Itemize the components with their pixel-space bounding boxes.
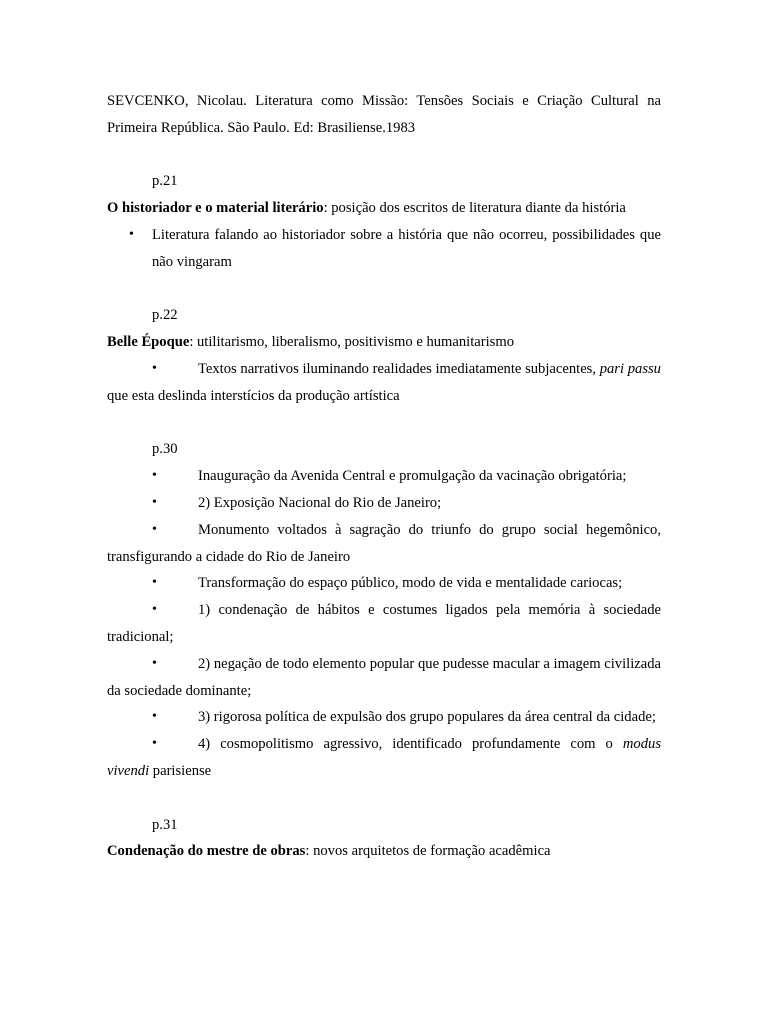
list-item xyxy=(107,517,661,571)
section-heading-mestre-de-obras xyxy=(107,838,661,865)
bullet-icon: • xyxy=(152,360,157,376)
list-item-text: que esta deslinda interstícios da produção artística xyxy=(107,387,400,404)
list-item xyxy=(107,597,661,651)
list-item-text: Literatura falando ao historiador sobre a história que não ocorreu, possibilidades que não vingaram xyxy=(152,226,661,270)
page-reference-22: p.22 xyxy=(152,307,178,324)
spacer xyxy=(107,785,661,812)
list-item xyxy=(107,651,661,705)
bullet-icon: • xyxy=(152,709,157,725)
bullet-icon: • xyxy=(129,226,134,242)
italic-latin-phrase: modus vivendi xyxy=(107,736,661,779)
bullet-icon: • xyxy=(152,468,157,484)
heading-bold-text: Belle Époque xyxy=(107,334,190,351)
heading-rest-text: : utilitarismo, liberalismo, positivismo e humanitarismo xyxy=(189,334,514,351)
list-item-text: 1) condenação de hábitos e costumes ligados pela memória à sociedade tradicional; xyxy=(107,602,661,645)
list-item-text: 4) cosmopolitismo agressivo, identificado profundamente com o xyxy=(198,736,623,753)
page-reference-21: p.21 xyxy=(152,173,178,190)
italic-latin-phrase: pari passu xyxy=(599,360,661,377)
page-reference-31: p.31 xyxy=(152,816,178,833)
spacer xyxy=(107,410,661,437)
list-item xyxy=(107,704,661,731)
bullet-icon: • xyxy=(152,655,157,671)
spacer xyxy=(107,142,661,169)
list-item-text: Transformação do espaço público, modo de vida e mentalidade cariocas; xyxy=(198,575,623,592)
list-item xyxy=(107,463,661,490)
list-item-text: Inauguração da Avenida Central e promulgação da vacinação obrigatória; xyxy=(198,468,627,485)
document-body xyxy=(107,88,661,865)
heading-bold-text: O historiador e o material literário xyxy=(107,200,324,217)
bullet-icon: • xyxy=(152,736,157,752)
page-reference-30: p.30 xyxy=(152,441,178,458)
section-heading-historiador xyxy=(107,195,661,222)
list-item xyxy=(107,731,661,785)
heading-rest-text: : novos arquitetos de formação acadêmica xyxy=(305,843,551,860)
section-heading-belle-epoque xyxy=(107,329,661,356)
list-item xyxy=(107,570,661,597)
list-item xyxy=(107,356,661,410)
list-item-text: parisiense xyxy=(149,762,212,779)
spacer xyxy=(107,276,661,303)
list-item xyxy=(107,222,661,276)
list-item xyxy=(107,490,661,517)
list-item-text: Monumento voltados à sagração do triunfo do grupo social hegemônico, transfigurando a cidade do Rio de Janeiro xyxy=(107,521,661,565)
list-item-text: Textos narrativos iluminando realidades imediatamente subjacentes, xyxy=(198,360,600,377)
bullet-icon: • xyxy=(152,575,157,591)
bullet-icon: • xyxy=(152,494,157,510)
list-item-text: 2) negação de todo elemento popular que pudesse macular a imagem civilizada da sociedade dominante; xyxy=(107,655,661,699)
bibliographic-citation: SEVCENKO, Nicolau. Literatura como Missão: Tensões Sociais e Criação Cultural na Primeira República. São Paulo. Ed: Brasiliense.1983 xyxy=(107,93,661,136)
heading-bold-text: Condenação do mestre de obras xyxy=(107,843,306,860)
bullet-icon: • xyxy=(152,521,157,537)
list-item-text: 3) rigorosa política de expulsão dos grupo populares da área central da cidade; xyxy=(198,709,656,726)
heading-rest-text: : posição dos escritos de literatura diante da história xyxy=(323,200,626,217)
bullet-icon: • xyxy=(152,602,157,618)
list-item-text: 2) Exposição Nacional do Rio de Janeiro; xyxy=(198,494,442,511)
